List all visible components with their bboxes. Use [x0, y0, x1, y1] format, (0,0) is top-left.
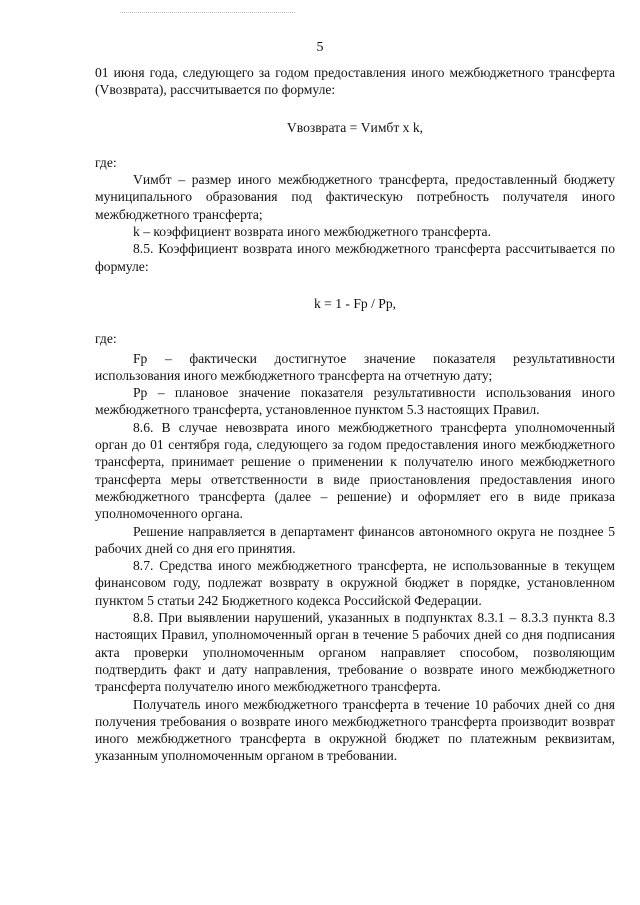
paragraph-8-7: 8.7. Средства иного межбюджетного трансферта, не использованные в текущем финансовом году, подлежат возврату в окружной бюджет в порядке, установленном пунктом 5 статьи 242 Бюджетного кодекса Российской Федерации. [95, 558, 615, 608]
paragraph-8-6: 8.6. В случае невозврата иного межбюджетного трансферта уполномоченный орган до 01 сентября года, следующего за годом предоставления иного межбюджетного трансферта, принимает решение о применении к получателю иного межбюджетного трансферта меры ответственности в виде приостановления предоставления иного межбюджетного трансферта (далее – решение) и оформляет его в виде приказа уполномоченного органа. [95, 419, 615, 522]
definition-v-imbt: Vимбт – размер иного межбюджетного трансферта, предоставленный бюджету муниципального образования под фактическую потребность получателя иного межбюджетного трансферта; [95, 172, 615, 222]
paragraph-decision: Решение направляется в департамент финансов автономного округа не позднее 5 рабочих дней со дня его принятия. [95, 523, 615, 556]
where-label-2: где: [95, 331, 117, 347]
definition-fp: Fp – фактически достигнутое значение показателя результативности использования иного межбюджетного трансферта на отчетную дату; [95, 350, 615, 383]
paragraph-8-8: 8.8. При выявлении нарушений, указанных в подпунктах 8.3.1 – 8.3.3 пункта 8.3 настоящих Правил, уполномоченный орган в течение 5 рабочих дней со дня подписания акта проверки уполномоченным органом направляет способом, позволяющим подтвердить факт и дату направления, требование о возврате иного межбюджетного трансферта получателю иного межбюджетного трансферта. [95, 610, 615, 695]
document-body [95, 64, 615, 765]
formula-return-amount: Vвозврата = Vимбт x k, [286, 119, 424, 135]
definition-k: k – коэффициент возврата иного межбюджетного трансферта. [133, 224, 491, 240]
paragraph-8-5: 8.5. Коэффициент возврата иного межбюджетного трансферта рассчитывается по формуле: [95, 241, 615, 274]
paragraph-return: Получатель иного межбюджетного трансферта в течение 10 рабочих дней со дня получения требования о возврате иного межбюджетного трансферта производит возврат иного межбюджетного трансферта в окружной бюджет по платежным реквизитам, указанным уполномоченным органом в требовании. [95, 696, 615, 764]
page-number: 5 [316, 40, 324, 55]
formula-coefficient: k = 1 - Fp / Pp, [313, 295, 397, 311]
paragraph-intro: 01 июня года, следующего за годом предоставления иного межбюджетного трансферта (Vвозврата), рассчитывается по формуле: [95, 65, 615, 98]
where-label-1: где: [95, 154, 117, 170]
scan-artifact-line [120, 12, 295, 14]
definition-pp: Pp – плановое значение показателя результативности использования иного межбюджетного трансферта, установленное пунктом 5.3 настоящих Правил. [95, 385, 615, 418]
